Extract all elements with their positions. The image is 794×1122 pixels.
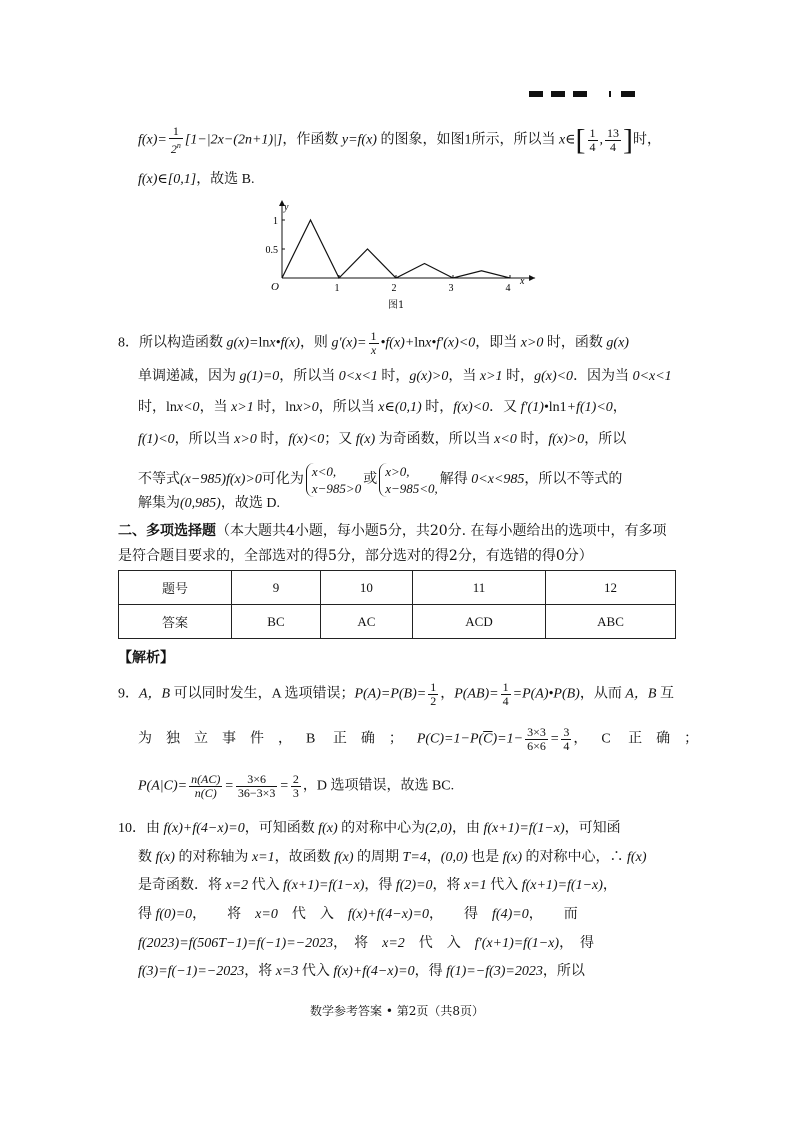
q10-line-3: 是奇函数．将 x=2 代入 f(x+1)=f(1−x)，得 f(2)=0，将 x=1 代入 f(x+1)=f(1−x)，	[138, 878, 617, 893]
header-mark-4	[609, 91, 611, 97]
q8-line-6: 解集为(0,985)，故选 D.	[138, 496, 280, 511]
table-cell-answer: ABC	[546, 605, 676, 639]
table-row	[119, 605, 676, 639]
q10-line-2: 数 f(x) 的对称轴为 x=1，故函数 f(x) 的周期 T=4，(0,0) 也是 f(x) 的对称中心，∴ f(x)	[138, 850, 647, 865]
graph-curve	[282, 220, 510, 278]
table-cell-answer: BC	[232, 605, 321, 639]
text-line-2: f(x)∈[0,1]，故选 B.	[138, 172, 255, 187]
page-footer: 数学参考答案 • 第2页（共8页）	[310, 1004, 484, 1018]
header-mark-2	[551, 91, 565, 97]
y-tick-label: 0.5	[265, 245, 278, 256]
table-cell-answer: ACD	[412, 605, 545, 639]
q9-line-1: 9．A，B 可以同时发生，A 选项错误；P(A)=P(B)= $\frac{1}{2}$ ，P(AB)= $\frac{1}{4}$ =P(A)•P(B)，从而 A，B 互	[118, 680, 674, 708]
x-tick-label: 1	[334, 283, 340, 294]
header-mark-5	[621, 91, 635, 97]
graph-axes	[279, 200, 535, 281]
header-mark-3	[573, 91, 587, 97]
table-cell-answer: AC	[320, 605, 412, 639]
text-line-1: f(x)= $\frac{1}{2^n}$ [1−|2x−(2n+1)|]，作函数 y=f(x) 的图象，如图1所示，所以当 x∈[ $\frac{1}{4}$ , $\frac{13}{4}$ ]时，	[138, 123, 662, 157]
q8-line-3: 时，lnx<0，当 x>1 时，lnx>0，所以当 x∈(0,1) 时，f(x)<0．又 f′(1)•ln1+f(1)<0，	[138, 400, 627, 415]
x-tick-label: 2	[391, 283, 397, 294]
q8-line-5: 不等式(x−985)f(x)>0可化为 x<0, x−985>0 或 x>0, x−985<0, 解得 0<x<985，所以不等式的	[138, 464, 623, 496]
table-cell-number: 11	[412, 571, 545, 605]
x-axis-label: x	[520, 276, 525, 287]
section-2-heading-line-2: 是符合题目要求的，全部选对的得5分，部分选对的得2分，有选错的得0分）	[118, 548, 593, 564]
q9-line-3: P(A|C)= $\frac{n(AC)}{n(C)}$ = $\frac{3\times 6}{36-3\times 3}$ = $\frac{2}{3}$ ，D 选项错误，故选 BC.	[138, 772, 455, 800]
table-header-label: 题号	[119, 571, 232, 605]
table-answer-label: 答案	[119, 605, 232, 639]
answer-table	[118, 570, 676, 639]
q9-line-2: 为独立事件，B 正确；$P(C)=1-P(\overline{C})=1-$ $\frac{3\times 3}{6\times 6}$ = $\frac{3}{4}$ ，C 正确；	[138, 725, 713, 753]
table-cell-number: 9	[232, 571, 321, 605]
q8-line-4: f(1)<0，所以当 x>0 时，f(x)<0；又 f(x) 为奇函数，所以当 x<0 时，f(x)>0，所以	[138, 432, 627, 447]
table-cell-number: 10	[320, 571, 412, 605]
q8-line-2: 单调递减，因为 g(1)=0，所以当 0<x<1 时，g(x)>0，当 x>1 时，g(x)<0．因为当 0<x<1	[138, 369, 672, 384]
figure-caption: 图1	[388, 300, 405, 311]
graph-ticks	[266, 216, 511, 294]
q8-line-1: 8．所以构造函数 g(x)=lnx•f(x)，则 g′(x)= $\frac{1}{x}$ •f(x)+lnx•f′(x)<0，即当 x>0 时，函数 g(x)	[118, 329, 629, 357]
q10-line-6: f(3)=f(−1)=−2023，将 x=3 代入 f(x)+f(4−x)=0，得 f(1)=−f(3)=2023，所以	[138, 964, 585, 979]
x-tick-label: 4	[505, 283, 511, 294]
function-graph-figure	[258, 198, 538, 308]
x-tick-label: 3	[448, 283, 454, 294]
section-2-heading-line-1: 二、多项选择题（本大题共4小题，每小题5分，共20分. 在每小题给出的选项中，有多项	[118, 523, 667, 539]
x-axis-arrow	[529, 275, 535, 281]
origin-label: O	[271, 281, 279, 293]
q10-line-5: f(2023)=f(506T−1)=f(−1)=−2023， 将 x=2 代 入 f′(x+1)=f(1−x)， 得	[138, 936, 595, 951]
y-axis-label: y	[284, 202, 289, 213]
q10-line-4: 得 f(0)=0， 将 x=0 代 入 f(x)+f(4−x)=0， 得 f(4)=0， 而	[138, 907, 578, 922]
q10-line-1: 10．由 f(x)+f(4−x)=0，可知函数 f(x) 的对称中心为(2,0)，由 f(x+1)=f(1−x)，可知函	[118, 821, 621, 836]
table-cell-number: 12	[546, 571, 676, 605]
analysis-heading: 【解析】	[118, 650, 174, 666]
header-mark-1	[529, 91, 543, 97]
y-tick-label: 1	[273, 216, 278, 227]
table-row	[119, 571, 676, 605]
